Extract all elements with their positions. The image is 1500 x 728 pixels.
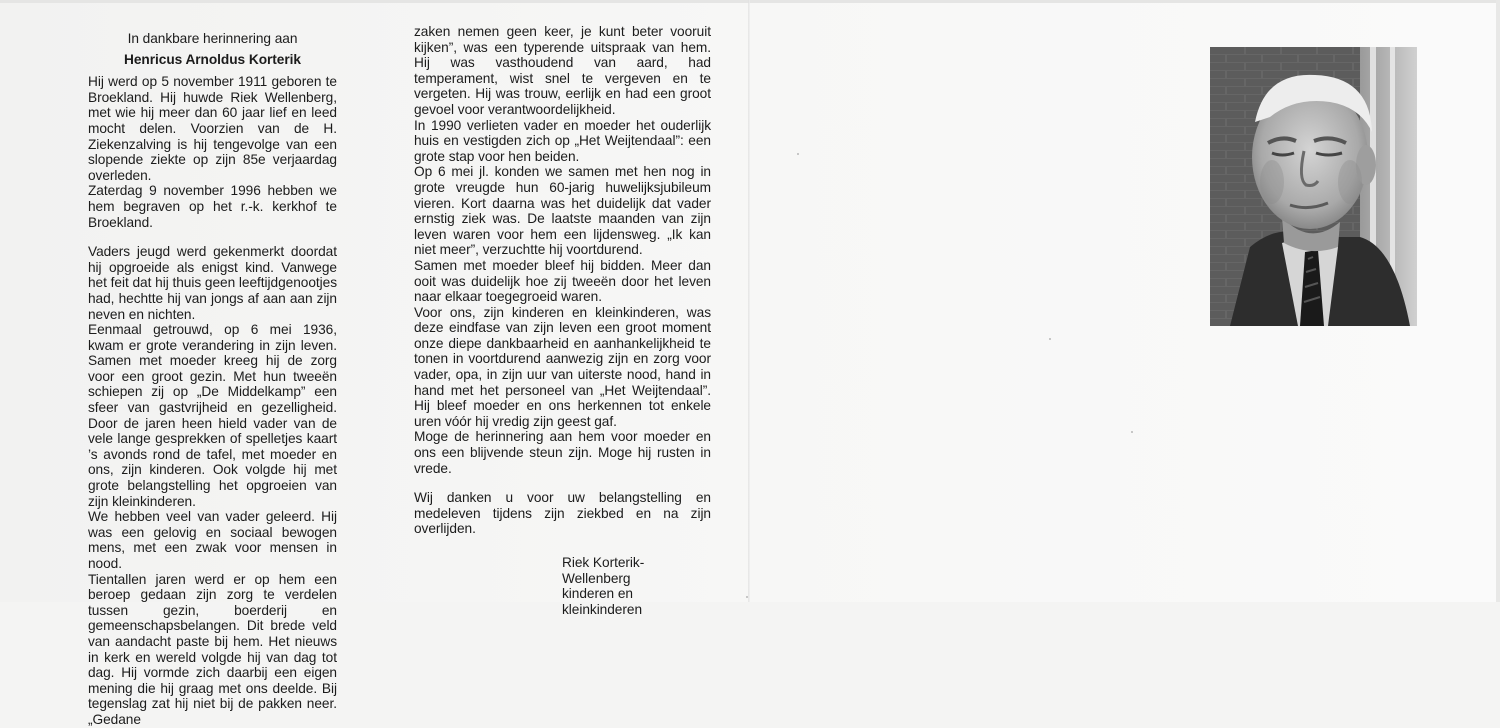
paper-edge-right bbox=[1496, 0, 1500, 602]
paragraph-prayer: Samen met moeder bleef hij bidden. Meer dan ooit was duidelijk hoe zij tweeën door het leven naar elkaar toegegroeid waren. bbox=[414, 257, 711, 305]
paragraph-burial: Zaterdag 9 november 1996 hebben we hem begraven op het r.-k. kerkhof te Broekland. bbox=[88, 183, 337, 230]
paragraph-thanks: Wij danken u voor uw belangstelling en medeleven tijdens zijn ziekbed en na zijn overlijden. bbox=[414, 490, 711, 537]
portrait-image bbox=[1210, 47, 1417, 326]
paragraph-community: Tientallen jaren werd er op hem een beroep gedaan zijn zorg te verdelen tussen gezin, boerderij en gemeenschapsbelangen. Dit brede veld van aandacht paste bij hem. Het nieuws in kerk en wereld volgde hij van dag tot dag. Hij vormde zich daarbij een eigen mening die hij graag met ons deelde. Bij tegenslag zat hij niet bij de pakken neer. „Gedane bbox=[88, 571, 337, 727]
paragraph-family: Eenmaal getrouwd, op 6 mei 1936, kwam er grote verandering in zijn leven. Samen met moeder kreeg hij de zorg voor een groot gezin. Met hun tweeën schiepen zij op „De Middelkamp” een sfeer van gastvrijheid en gezelligheid. Door de jaren heen hield vader van de vele lange gesprekken of spelletjes kaart ’s avonds rond de tafel, met moeder en ons, zijn kinderen. Ook volgde hij met grote belangstelling het opgroeien van zijn kleinkinderen. bbox=[88, 322, 337, 509]
signature-block bbox=[414, 555, 711, 617]
paragraph-moving: In 1990 verlieten vader en moeder het ouderlijk huis en vestigden zich op „Het Weijtendaal”: een grote stap voor hen beiden. bbox=[414, 117, 711, 164]
dedication-line: In dankbare herinnering aan bbox=[127, 31, 298, 46]
left-text-column bbox=[88, 27, 337, 728]
middle-text-column bbox=[414, 24, 711, 617]
paragraph-character: zaken nemen geen keer, je kunt beter vooruit kijken”, was een typerende uitspraak van hem. Hij was vasthoudend van aard, had temperament, wist snel te vergeven en te vergeten. Hij was trouw, eerlijk en had een groot gevoel voor verantwoordelijkheid. bbox=[414, 24, 711, 117]
paper-edge-top bbox=[0, 0, 1500, 3]
deceased-name: Henricus Arnoldus Korterik bbox=[124, 51, 301, 67]
paragraph-remembrance: Moge de herinnering aan hem voor moeder en ons een blijvende steun zijn. Moge hij rusten in vrede. bbox=[414, 429, 711, 476]
paragraph-jubilee: Op 6 mei jl. konden we samen met hen nog in grote vreugde hun 60-jarig huwelijksjubileum vieren. Kort daarna was het duidelijk dat vader ernstig ziek was. De laatste maanden van zijn leven waren voor hem een lijdensweg. „Ik kan niet meer”, verzuchtte hij voortdurend. bbox=[414, 164, 711, 258]
scan-speck bbox=[797, 153, 799, 155]
paragraph-birth-marriage: Hij werd op 5 november 1911 geboren te Broekland. Hij huwde Riek Wellenberg, met wie hij meer dan 60 jaar lief en leed mocht delen. Voorzien van de H. Ziekenzalving is hij tengevolge van een slopende ziekte op zijn 85e verjaardag overleden. bbox=[88, 74, 337, 183]
card-fold-line bbox=[748, 0, 750, 602]
signature-family: kinderen en kleinkinderen bbox=[562, 586, 643, 617]
paragraph-values: We hebben veel van vader geleerd. Hij was een gelovig en sociaal bewogen mens, met een zwak voor mensen in nood. bbox=[88, 509, 337, 571]
signature-name: Riek Korterik-Wellenberg bbox=[562, 555, 645, 586]
paragraph-youth: Vaders jeugd werd gekenmerkt doordat hij opgroeide als enigst kind. Vanwege het feit dat hij thuis geen leeftijdgenootjes had, hechtte hij van jongs af aan aan zijn neven en nichten. bbox=[88, 244, 337, 322]
scan-speck bbox=[1049, 338, 1051, 340]
paragraph-gratitude: Voor ons, zijn kinderen en kleinkinderen, was deze eindfase van zijn leven een groot moment onze diepe dankbaarheid en aanhankelijkheid te tonen in voortdurend aanwezig zijn en zorg voor vader, opa, in zijn uur van uiterste nood, hand in hand met het personeel van „Het Weijtendaal”. Hij bleef moeder en ons herkennen tot enkele uren vóór hij vredig zijn geest gaf. bbox=[414, 304, 711, 429]
portrait-photo bbox=[1210, 47, 1417, 326]
scan-speck bbox=[746, 596, 748, 598]
scan-speck bbox=[1131, 431, 1133, 433]
